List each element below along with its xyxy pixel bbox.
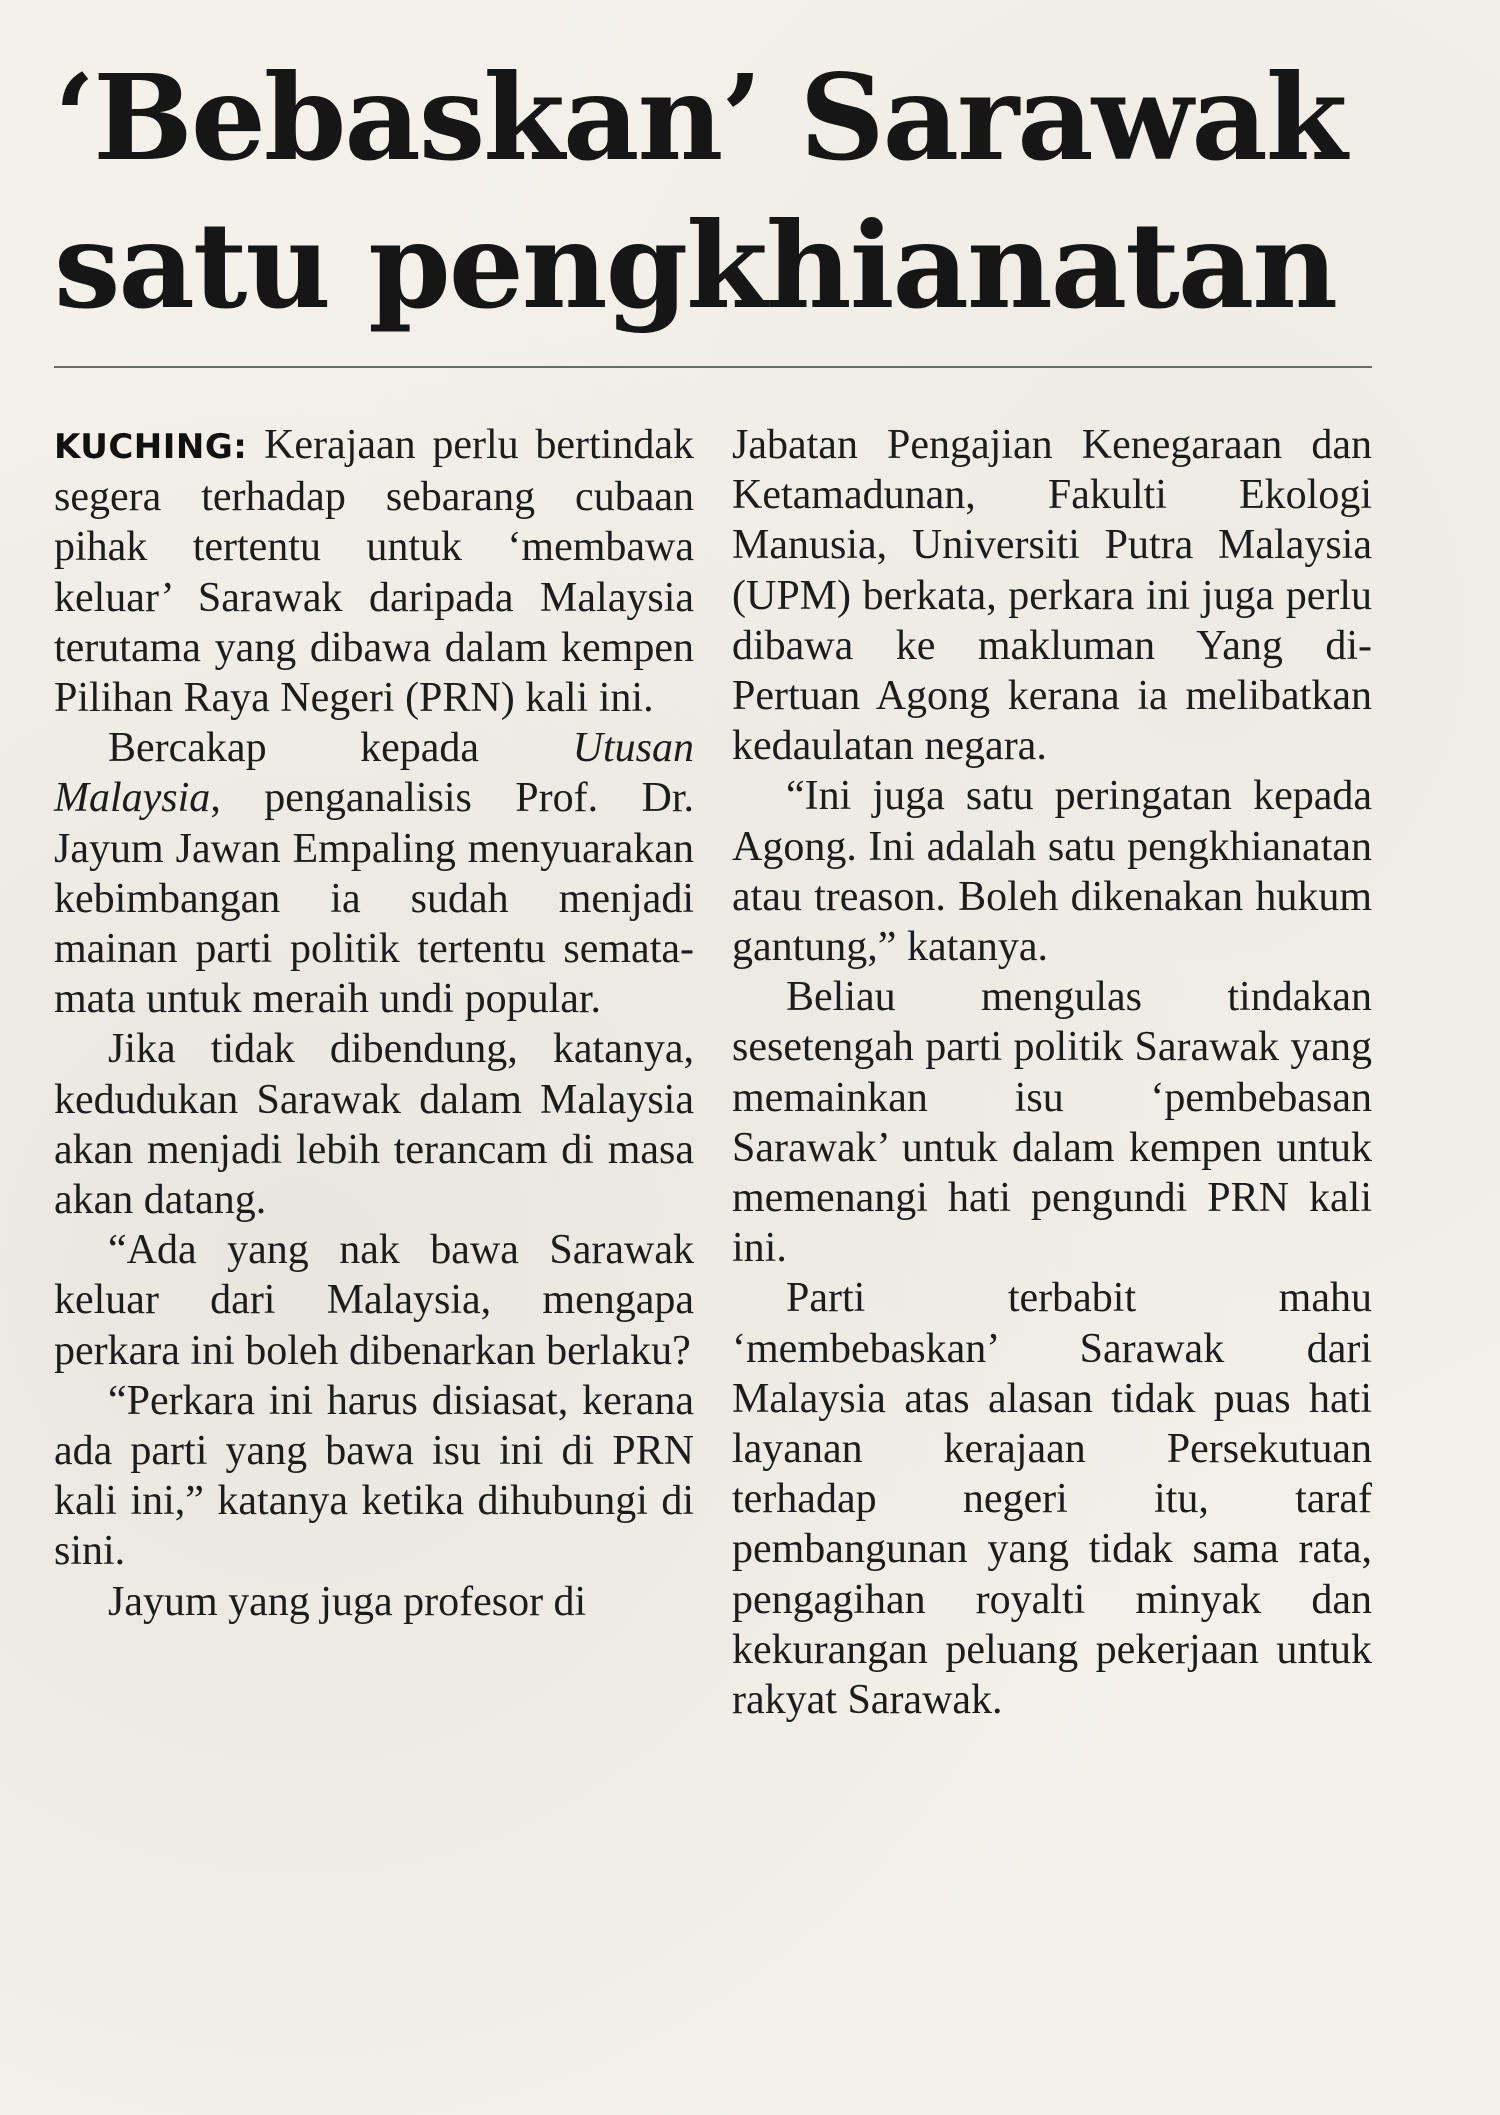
paragraph-text: Kerajaan perlu bertindak segera terhadap sebarang cubaan pihak tertentu untuk ‘membawa keluar’ Sarawak daripada Malaysia terutama yang dibawa dalam kempen Pilihan Raya Negeri (PRN) kali ini. (54, 422, 694, 722)
article-paragraph: Parti terbabit mahu ‘membebaskan’ Sarawak dari Malaysia atas alasan tidak puas hati layanan kerajaan Persekutuan terhadap negeri itu, taraf pembangunan yang tidak sama rata, pengagihan royalti minyak dan kekurangan peluang pekerjaan untuk rakyat Sarawak. (732, 1275, 1372, 1724)
article-paragraph-start (54, 1577, 694, 1627)
headline-line-1: ‘Bebaskan’ Sarawak (54, 48, 1346, 187)
article-paragraph-continuation (732, 420, 1372, 771)
article-paragraph: “Perkara ini harus disiasat, kerana ada parti yang bawa isu ini di PRN kali ini,” katanya ketika dihubungi di sini. (54, 1377, 694, 1575)
article-column-left (54, 420, 694, 1725)
headline (54, 44, 1410, 340)
article-paragraph: “Ini juga satu peringatan kepada Agong. Ini adalah satu pengkhianatan atau treason. Boleh dikenakan hukum gantung,” katanya. (732, 773, 1372, 971)
paragraph-text: Jayum yang juga profesor di (108, 1578, 587, 1625)
headline-line-2: satu pengkhianatan (54, 196, 1336, 335)
article-column-right (732, 420, 1372, 1725)
article-paragraph: Jika tidak dibendung, katanya, kedudukan Sarawak dalam Malaysia akan menjadi lebih terancam di masa akan datang. (54, 1026, 694, 1224)
publication-name: Utusan Malaysia (54, 725, 694, 822)
article-paragraph: “Ada yang nak bawa Sarawak keluar dari Malaysia, mengapa perkara ini boleh dibenarkan berlaku? (54, 1227, 694, 1374)
dateline: KUCHING: (54, 427, 248, 467)
paragraph-text: Bercakap kepada (108, 725, 573, 772)
paragraph-text: , penganalisis Prof. Dr. Jayum Jawan Empaling menyuarakan kebimbangan ia sudah menjadi mainan parti politik tertentu semata-mata untuk meraih undi popular. (54, 775, 694, 1023)
paragraph-text: Jabatan Pengajian Kenegaraan dan Ketamadunan, Fakulti Ekologi Manusia, Universiti Putra Malaysia (UPM) berkata, perkara ini juga perlu dibawa ke makluman Yang di-Pertuan Agong kerana ia melibatkan kedaulatan negara. (732, 422, 1372, 770)
article-paragraph (54, 723, 694, 1024)
article-paragraph (54, 420, 694, 723)
article-paragraph: Beliau mengulas tindakan sesetengah parti politik Sarawak yang memainkan isu ‘pembebasan Sarawak’ untuk dalam kempen untuk memenangi hati pengundi PRN kali ini. (732, 974, 1372, 1272)
headline-divider (54, 366, 1372, 368)
article-body (54, 420, 1410, 1725)
